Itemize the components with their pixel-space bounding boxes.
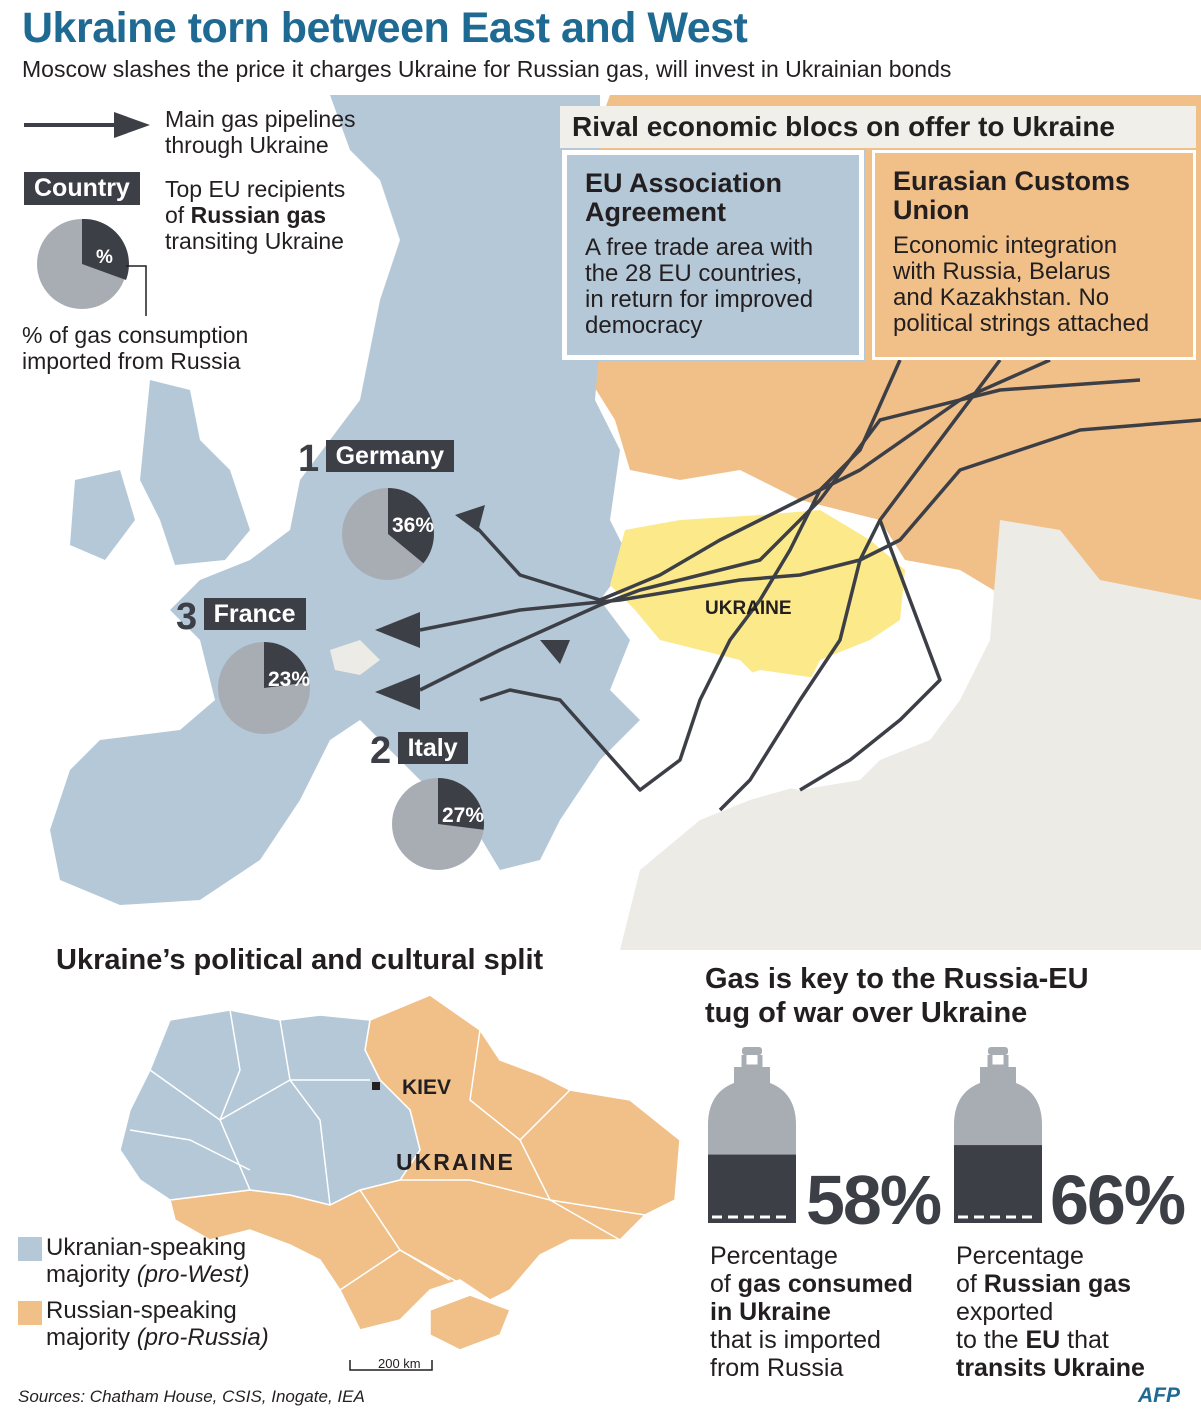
legend-pipelines: Main gas pipelines through Ukraine [165, 106, 356, 158]
rank-italy: 2 [370, 730, 392, 772]
legend-recipients: Top EU recipients of Russian gas transiting Ukraine [165, 176, 346, 254]
canister-fill [708, 1155, 796, 1223]
gas-canister-icon-2 [952, 1045, 1044, 1225]
pie-label: 23% [268, 668, 311, 691]
rank-germany: 1 [298, 438, 320, 480]
scale-label: 200 km [378, 1356, 421, 1371]
page-title: Ukraine torn between East and West [22, 4, 748, 52]
tag-france: France [204, 598, 306, 630]
key-west: Ukranian-speaking majority (pro-West) [46, 1234, 250, 1288]
map-ukraine-label: UKRAINE [705, 598, 792, 619]
pie-label: 36% [392, 514, 435, 537]
pipeline-arrow-icon [22, 110, 152, 140]
crimea-region [430, 1295, 510, 1350]
recipient-italy [370, 730, 468, 773]
legend-pie-icon [36, 218, 156, 318]
legend-country-tag: Country [24, 172, 140, 205]
key-west-swatch [18, 1237, 42, 1261]
canister-cap [988, 1047, 1008, 1055]
legend-consumption: % of gas consumption imported from Russia [22, 322, 249, 374]
rank-france: 3 [176, 596, 198, 638]
pie-label: 27% [442, 804, 485, 827]
legend-pie-symbol: % [96, 247, 113, 268]
recipient-germany [298, 438, 454, 481]
split-ukraine-label: UKRAINE [396, 1149, 515, 1175]
recipient-france [176, 596, 306, 639]
bloc-euc-title: Eurasian Customs Union [893, 166, 1131, 225]
tag-italy: Italy [398, 732, 468, 764]
blocs-title: Rival economic blocs on offer to Ukraine [560, 106, 1196, 148]
kiev-marker [372, 1082, 380, 1090]
pie-france [216, 640, 312, 736]
page-subtitle: Moscow slashes the price it charges Ukraine for Russian gas, will invest in Ukrainian bonds [22, 56, 952, 82]
split-title: Ukraine’s political and cultural split [56, 944, 544, 976]
bloc-euc-body: Economic integration with Russia, Belarus and Kazakhstan. No political strings attached [893, 232, 1150, 337]
stat1-value: 58% [806, 1161, 941, 1239]
canister-cap [742, 1047, 762, 1055]
stat2-caption: Percentage of Russian gas exported to the EU that transits Ukraine [956, 1242, 1145, 1382]
canister-handle [990, 1055, 1006, 1067]
bloc-eu-title: EU Association Agreement [585, 168, 783, 227]
gas-title: Gas is key to the Russia-EU tug of war over Ukraine [705, 963, 1089, 1029]
canister-fill [954, 1145, 1042, 1223]
pie-italy [390, 776, 486, 872]
canister-handle [744, 1055, 760, 1067]
gas-canister-icon-1 [706, 1045, 798, 1225]
afp-logo: AFP [1138, 1384, 1180, 1407]
tag-germany: Germany [326, 440, 454, 472]
sources-note: Sources: Chatham House, CSIS, Inogate, IEA [18, 1387, 365, 1406]
key-east-swatch [18, 1301, 42, 1325]
stat1-caption: Percentage of gas consumed in Ukraine that is imported from Russia [710, 1242, 913, 1382]
bloc-eurasian-union [872, 150, 1196, 360]
pie-germany [340, 486, 436, 582]
stat2-value: 66% [1050, 1161, 1185, 1239]
key-east: Russian-speaking majority (pro-Russia) [46, 1297, 269, 1351]
bloc-eu-association [562, 150, 864, 360]
bloc-eu-body: A free trade area with the 28 EU countries, in return for improved democracy [585, 234, 814, 339]
kiev-label: KIEV [402, 1076, 452, 1099]
scale-bar [350, 1356, 432, 1371]
